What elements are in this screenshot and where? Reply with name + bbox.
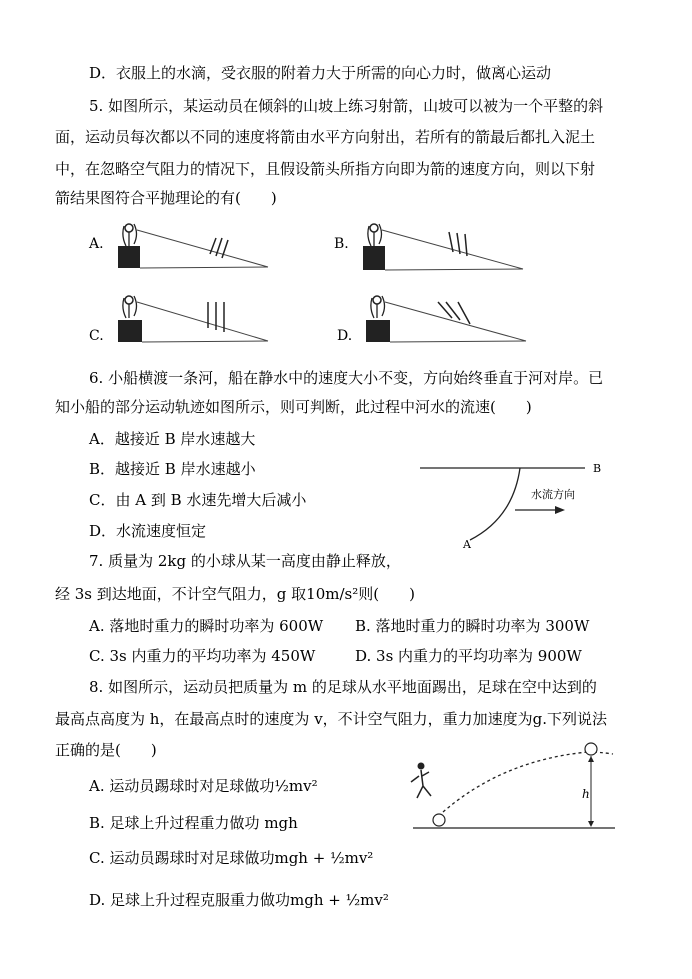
q7-option-d: D. 3s 内重力的平均功率为 900W (355, 647, 582, 665)
q7-stem-line-1: 7. 质量为 2kg 的小球从某一高度由静止释放， (89, 552, 401, 570)
q5-stem-line-3: 中，在忽略空气阻力的情况下，且假设箭头所指方向即为箭的速度方向，则以下射 (55, 160, 596, 178)
q5-fig-c-label: C. (89, 328, 104, 344)
q4-option-d: D．衣服上的水滴，受衣服的附着力大于所需的向心力时，做离心运动 (89, 64, 552, 82)
q5-figure-d (360, 288, 530, 344)
q8-option-c: C. 运动员踢球时对足球做功mgh + ½mv² (89, 849, 374, 867)
q6-flow-label: 水流方向 (531, 488, 575, 501)
q6-option-a: A．越接近 B 岸水速越大 (89, 430, 256, 448)
q6-stem-line-2: 知小船的部分运动轨迹如图所示，则可判断，此过程中河水的流速( ) (55, 398, 532, 416)
q7-option-c: C. 3s 内重力的平均功率为 450W (89, 647, 316, 665)
q8-h-label: h (582, 787, 590, 801)
q6-option-d: D．水流速度恒定 (89, 522, 207, 540)
q5-figure-a (112, 218, 272, 273)
q6-river-figure (415, 458, 615, 550)
q6-stem-line-1: 6. 小船横渡一条河，船在静水中的速度大小不变，方向始终垂直于河对岸。已 (89, 369, 604, 387)
q6-label-a: A (463, 538, 471, 550)
q5-stem-line-2: 面，运动员每次都以不同的速度将箭由水平方向射出，若所有的箭最后都扎入泥土 (55, 128, 596, 146)
q8-stem-line-2: 最高点高度为 h，在最高点时的速度为 v，不计空气阻力，重力加速度为g.下列说法 (55, 710, 608, 728)
q6-option-c: C．由 A 到 B 水速先增大后减小 (89, 491, 307, 509)
q5-fig-d-label: D. (337, 328, 353, 344)
q8-option-a: A. 运动员踢球时对足球做功½mv² (89, 777, 318, 795)
q5-stem-line-1: 5. 如图所示，某运动员在倾斜的山坡上练习射箭，山坡可以被为一个平整的斜 (89, 97, 604, 115)
q8-stem-line-1: 8. 如图所示，运动员把质量为 m 的足球从水平地面踢出，足球在空中达到的 (89, 678, 597, 696)
q7-stem-line-2: 经 3s 到达地面，不计空气阻力，g 取10m/s²则( ) (55, 585, 415, 603)
q8-option-d: D. 足球上升过程克服重力做功mgh + ½mv² (89, 891, 389, 909)
q7-option-a: A. 落地时重力的瞬时功率为 600W (89, 617, 324, 635)
q6-label-b: B (593, 462, 602, 475)
q5-fig-a-label: A. (89, 236, 104, 252)
q6-option-b: B．越接近 B 岸水速越小 (89, 460, 256, 478)
q8-option-b: B. 足球上升过程重力做功 mgh (89, 814, 298, 832)
q5-fig-b-label: B. (334, 236, 349, 252)
q5-stem-line-4: 箭结果图符合平抛理论的有( ) (55, 189, 277, 207)
q5-figure-c (112, 288, 272, 344)
q8-football-figure (403, 736, 621, 834)
q7-option-b: B. 落地时重力的瞬时功率为 300W (355, 617, 590, 635)
q8-stem-line-3: 正确的是( ) (55, 741, 157, 759)
q5-figure-b (357, 218, 527, 273)
